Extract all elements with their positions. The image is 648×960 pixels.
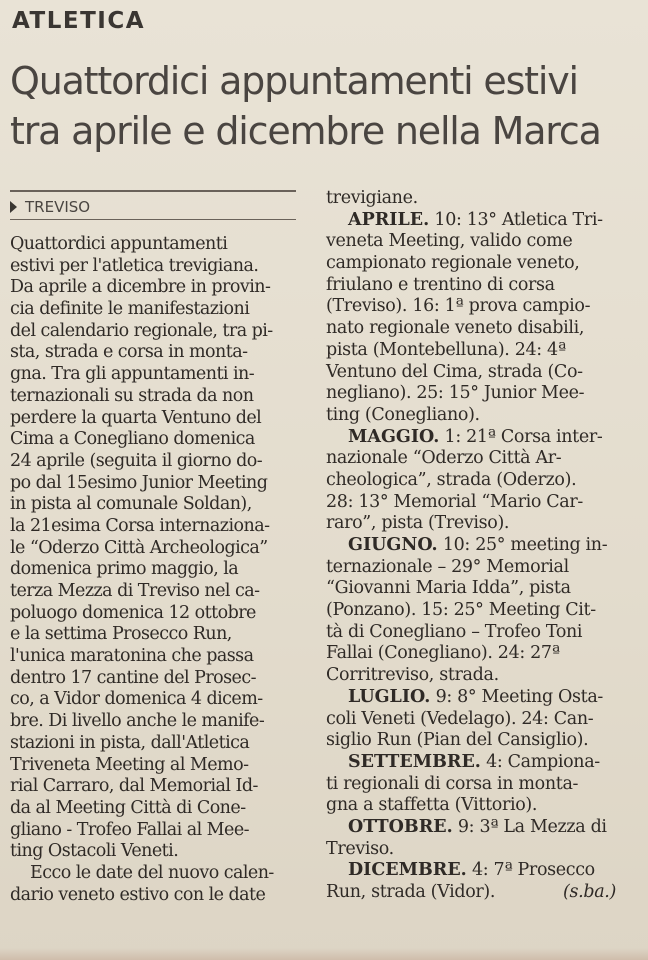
body-line: gna. Tra gli appuntamenti in- xyxy=(10,364,255,385)
calendar-line: Ventuno del Cima, strada (Co- xyxy=(326,361,583,382)
body-line: Ecco le date del nuovo calen- xyxy=(30,862,274,883)
calendar-line: DICEMBRE. 4: 7ª Prosecco xyxy=(348,860,595,881)
body-line: la 21esima Corsa internaziona- xyxy=(10,515,270,536)
calendar-line: cheologica”, strada (Oderzo). xyxy=(326,469,577,490)
headline xyxy=(10,56,640,156)
body-line: estivi per l'atletica trevigiana. xyxy=(10,255,259,276)
body-line: ternazionali su strada da non xyxy=(10,385,254,406)
calendar-line: coli Veneti (Vedelago). 24: Can- xyxy=(326,708,594,729)
body-line: in pista al comunale Soldan), xyxy=(10,494,252,515)
body-line: po dal 15esimo Junior Meeting xyxy=(10,472,268,493)
body-line: sta, strada e corsa in monta- xyxy=(10,342,248,363)
calendar-line: Run, strada (Vidor). (s.ba.) xyxy=(326,882,616,902)
calendar-line: campionato regionale veneto, xyxy=(326,253,580,274)
calendar-line: SETTEMBRE. 4: Campiona- xyxy=(348,751,600,772)
body-line: le “Oderzo Città Archeologica” xyxy=(10,537,268,558)
calendar-line: gna a staffetta (Vittorio). xyxy=(326,795,538,816)
calendar-line: Corritreviso, strada. xyxy=(326,665,499,686)
calendar-line: nazionale “Oderzo Città Ar- xyxy=(326,448,562,469)
byline-rule xyxy=(10,190,296,192)
body-line: 24 aprile (seguita il giorno do- xyxy=(10,450,263,471)
calendar-month-december: DICEMBRE. xyxy=(348,860,467,881)
body-line: domenica primo maggio, la xyxy=(10,559,239,580)
next-article-edge xyxy=(0,948,648,960)
calendar-line: “Giovanni Maria Idda”, pista xyxy=(326,578,571,599)
calendar-month-september: SETTEMBRE. xyxy=(348,751,481,772)
body-line: co, a Vidor domenica 4 dicem- xyxy=(10,689,263,710)
calendar-month-may: MAGGIO. xyxy=(348,426,440,447)
body-line: terza Mezza di Treviso nel ca- xyxy=(10,581,260,601)
article-body-column-1 xyxy=(10,234,297,906)
calendar-line: APRILE. 10: 13° Atletica Tri- xyxy=(348,209,603,230)
calendar-line: friulano e trentino di corsa xyxy=(326,274,555,295)
byline xyxy=(10,198,90,216)
calendar-line: siglio Run (Pian del Cansiglio). xyxy=(326,730,589,751)
body-line: Triveneta Meeting al Memo- xyxy=(10,754,249,775)
calendar-line: veneta Meeting, valido come xyxy=(326,231,573,252)
section-label: ATLETICA xyxy=(12,8,145,34)
calendar-line: ternazionale – 29° Memorial xyxy=(326,556,569,577)
body-line: Cima a Conegliano domenica xyxy=(10,429,255,450)
body-line: perdere la quarta Ventuno del xyxy=(10,407,262,428)
calendar-line: pista (Montebelluna). 24: 4ª xyxy=(326,339,566,360)
body-line: e la settima Prosecco Run, xyxy=(10,624,232,645)
body-line: l'unica maratonina che passa xyxy=(10,646,254,667)
calendar-line: MAGGIO. 1: 21ª Corsa inter- xyxy=(348,426,603,447)
body-line: ting Ostacoli Veneti. xyxy=(10,841,179,862)
body-line: dario veneto estivo con le date xyxy=(10,884,266,905)
calendar-intro: trevigiane. xyxy=(326,188,418,208)
calendar-line: LUGLIO. 9: 8° Meeting Osta- xyxy=(348,686,603,707)
body-line: Da aprile a dicembre in provin- xyxy=(10,277,271,298)
body-line: bre. Di livello anche le manife- xyxy=(10,711,265,732)
body-line: rial Carraro, dal Memorial Id- xyxy=(10,776,258,797)
body-line: del calendario regionale, tra pi- xyxy=(10,320,273,341)
calendar-line: OTTOBRE. 9: 3ª La Mezza di xyxy=(348,816,607,837)
headline-line-1: Quattordici appuntamenti estivi xyxy=(10,59,578,103)
headline-line-2: tra aprile e dicembre nella Marca xyxy=(10,109,601,153)
article-body-column-2 xyxy=(326,188,616,904)
calendar-line: tà di Conegliano – Trofeo Toni xyxy=(326,621,583,642)
calendar-month-october: OTTOBRE. xyxy=(348,816,453,837)
byline-underline-rule xyxy=(10,219,296,220)
calendar-line: (Ponzano). 15: 25° Meeting Cit- xyxy=(326,600,596,621)
calendar-line: Treviso. xyxy=(326,838,394,859)
byline-location: TREVISO xyxy=(25,198,91,216)
calendar-line: 28: 13° Memorial “Mario Car- xyxy=(326,491,583,512)
body-line: stazioni in pista, dall'Atletica xyxy=(10,732,250,753)
calendar-line: raro”, pista (Treviso). xyxy=(326,513,510,534)
body-line: poluogo domenica 12 ottobre xyxy=(10,602,256,623)
calendar-line: nato regionale veneto disabili, xyxy=(326,318,585,339)
calendar-line: (Treviso). 16: 1ª prova campio- xyxy=(326,296,591,317)
body-line: cia definite le manifestazioni xyxy=(10,299,250,320)
calendar-month-july: LUGLIO. xyxy=(348,686,431,707)
body-line: gliano - Trofeo Fallai al Mee- xyxy=(10,819,249,840)
author-credit: (s.ba.) xyxy=(563,882,616,902)
calendar-month-june: GIUGNO. xyxy=(348,535,438,555)
calendar-line: Fallai (Conegliano). 24: 27ª xyxy=(326,643,560,664)
body-line: da al Meeting Città di Cone- xyxy=(10,797,246,818)
calendar-line: GIUGNO. 10: 25° meeting in- xyxy=(348,535,608,555)
calendar-line: ting (Conegliano). xyxy=(326,404,480,425)
calendar-month-april: APRILE. xyxy=(348,209,430,230)
calendar-line: ti regionali di corsa in monta- xyxy=(326,773,579,794)
body-line: Quattordici appuntamenti xyxy=(10,234,228,254)
body-line: dentro 17 cantine del Prosec- xyxy=(10,667,256,688)
byline-triangle-icon xyxy=(10,201,17,213)
calendar-line: negliano). 25: 15° Junior Mee- xyxy=(326,383,585,404)
